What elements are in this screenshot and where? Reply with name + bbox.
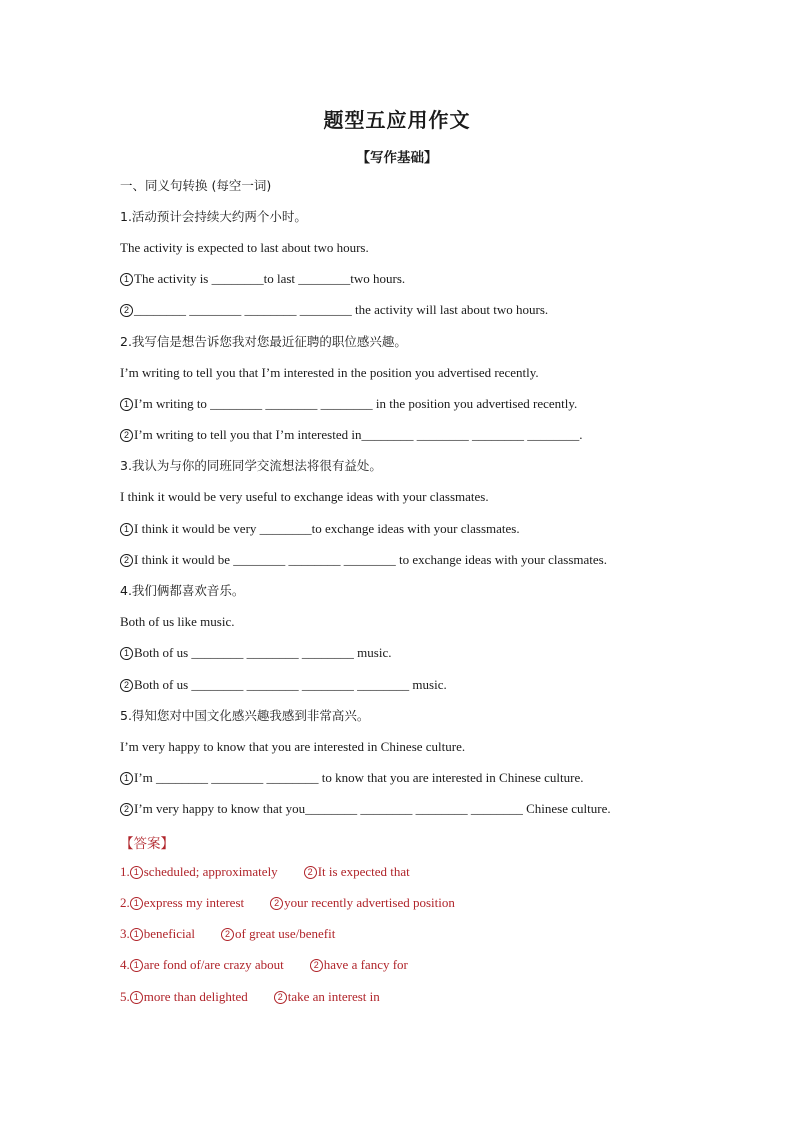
answer-part-2: take an interest in xyxy=(287,989,380,1004)
item-4-option-1 xyxy=(120,645,391,661)
circle-number-icon: 2 xyxy=(221,928,234,941)
item-5-option-2 xyxy=(120,801,611,817)
answer-row-1 xyxy=(120,864,410,880)
option-text: I’m ________ ________ ________ to know that you are interested in Chinese culture. xyxy=(134,770,584,785)
circle-number-icon: 1 xyxy=(120,398,133,411)
item-4-option-2 xyxy=(120,677,447,693)
page-title: 题型五应用作文 xyxy=(323,108,471,132)
item-3-option-2 xyxy=(120,552,607,568)
item-5-english: I’m very happy to know that you are interested in Chinese culture. xyxy=(120,739,466,754)
answer-part-2: your recently advertised position xyxy=(284,895,455,910)
answer-part-1: scheduled; approximately xyxy=(143,864,278,879)
answer-part-2: of great use/benefit xyxy=(235,926,336,941)
option-text: Both of us ________ ________ ________ ________ music. xyxy=(134,677,447,692)
section-heading: 【写作基础】 xyxy=(356,150,438,166)
option-text: I think it would be very ________to exchange ideas with your classmates. xyxy=(134,521,520,536)
item-1-option-1 xyxy=(120,271,405,287)
answer-part-1: beneficial xyxy=(143,926,195,941)
answer-number: 1. xyxy=(120,864,130,879)
circle-number-icon: 2 xyxy=(304,866,317,879)
circle-number-icon: 2 xyxy=(120,429,133,442)
item-2-english: I’m writing to tell you that I’m interested in the position you advertised recently. xyxy=(120,365,539,380)
option-text: The activity is ________to last ________two hours. xyxy=(134,271,406,286)
circle-number-icon: 1 xyxy=(130,991,143,1004)
item-2-option-1 xyxy=(120,396,577,412)
option-text: Both of us ________ ________ ________ music. xyxy=(134,645,392,660)
answer-part-2: It is expected that xyxy=(317,864,410,879)
answer-row-5 xyxy=(120,989,380,1005)
option-text: I’m writing to ________ ________ ________ in the position you advertised recently. xyxy=(134,396,578,411)
item-1-chinese: 1.活动预计会持续大约两个小时。 xyxy=(120,209,307,224)
answer-row-4 xyxy=(120,957,408,973)
circle-number-icon: 1 xyxy=(130,959,143,972)
item-4-english: Both of us like music. xyxy=(120,614,235,629)
circle-number-icon: 1 xyxy=(120,647,133,660)
circle-number-icon: 2 xyxy=(120,803,133,816)
circle-number-icon: 1 xyxy=(120,523,133,536)
circle-number-icon: 1 xyxy=(120,772,133,785)
answer-row-3 xyxy=(120,926,335,942)
item-3-option-1 xyxy=(120,521,520,537)
option-text: I think it would be ________ ________ ________ to exchange ideas with your classmates. xyxy=(134,552,607,567)
answers-heading: 【答案】 xyxy=(120,836,174,852)
item-1-english: The activity is expected to last about two hours. xyxy=(120,240,369,255)
circle-number-icon: 2 xyxy=(274,991,287,1004)
circle-number-icon: 2 xyxy=(120,304,133,317)
circle-number-icon: 2 xyxy=(120,679,133,692)
circle-number-icon: 1 xyxy=(130,866,143,879)
answer-number: 5. xyxy=(120,989,130,1004)
item-3-chinese: 3.我认为与你的同班同学交流想法将很有益处。 xyxy=(120,458,382,473)
circle-number-icon: 1 xyxy=(120,273,133,286)
circle-number-icon: 2 xyxy=(310,959,323,972)
option-text: I’m writing to tell you that I’m interested in________ ________ ________ ________. xyxy=(134,427,583,442)
answer-part-1: express my interest xyxy=(143,895,245,910)
item-2-chinese: 2.我写信是想告诉您我对您最近征聘的职位感兴趣。 xyxy=(120,334,407,349)
answer-number: 3. xyxy=(120,926,130,941)
exercise-instructions: 一、同义句转换 (每空一词) xyxy=(120,178,272,193)
answer-part-1: more than delighted xyxy=(143,989,248,1004)
answer-part-2: have a fancy for xyxy=(323,957,408,972)
item-2-option-2 xyxy=(120,427,582,443)
item-3-english: I think it would be very useful to exchange ideas with your classmates. xyxy=(120,489,489,504)
circle-number-icon: 1 xyxy=(130,897,143,910)
item-4-chinese: 4.我们俩都喜欢音乐。 xyxy=(120,583,245,598)
circle-number-icon: 2 xyxy=(270,897,283,910)
answer-row-2 xyxy=(120,895,455,911)
item-5-option-1 xyxy=(120,770,584,786)
answer-number: 4. xyxy=(120,957,130,972)
circle-number-icon: 1 xyxy=(130,928,143,941)
option-text: I’m very happy to know that you________ ________ ________ ________ Chinese culture. xyxy=(134,801,611,816)
item-1-option-2 xyxy=(120,302,548,318)
answer-number: 2. xyxy=(120,895,130,910)
circle-number-icon: 2 xyxy=(120,554,133,567)
option-text: ________ ________ ________ ________ the activity will last about two hours. xyxy=(134,302,549,317)
item-5-chinese: 5.得知您对中国文化感兴趣我感到非常高兴。 xyxy=(120,708,370,723)
answer-part-1: are fond of/are crazy about xyxy=(143,957,284,972)
